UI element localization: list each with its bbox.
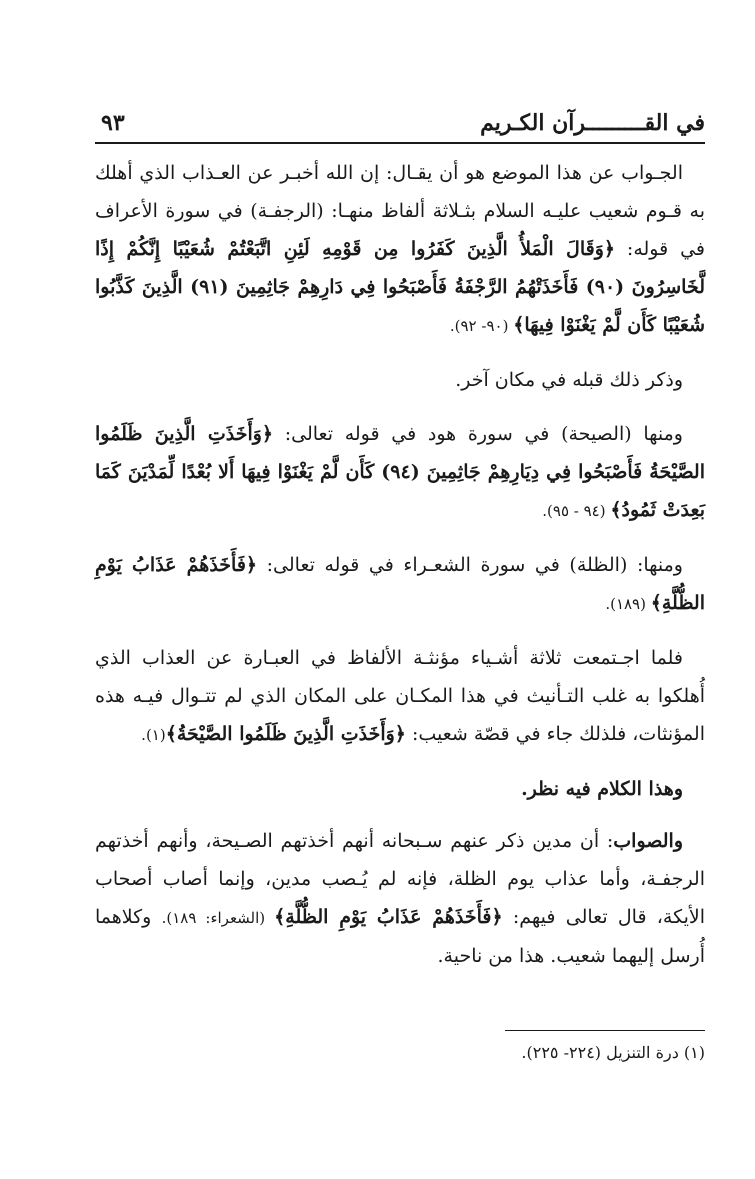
running-header xyxy=(95,108,705,144)
verse-reference: (الشعراء: ١٨٩). xyxy=(161,909,275,927)
quran-verse: ﴿فَأَخَذَهُمْ عَذَابُ يَوْمِ الظُّلَّةِ﴾ xyxy=(95,554,705,614)
footnote-marker: (١) xyxy=(683,1043,705,1062)
verse-reference: (١٨٩). xyxy=(605,595,651,613)
quran-verse: ﴿وَأَخَذَتِ الَّذِينَ ظَلَمُوا الصَّيْحَةُ﴾ xyxy=(165,723,406,745)
verse-reference: (٩٤ - ٩٥). xyxy=(542,502,611,520)
paragraph-text: ومنها (الصيحة) في سورة هود في قوله تعالى: xyxy=(273,423,683,445)
body-text xyxy=(95,154,705,975)
quran-verse: ﴿فَأَخَذَهُمْ عَذَابُ يَوْمِ الظُّلَّةِ﴾ xyxy=(274,906,503,928)
footnote xyxy=(521,1040,705,1066)
paragraph-text: وهذا الكلام فيه نظر. xyxy=(521,778,683,800)
paragraph-text: : أن مدين ذكر عنهم سـبحانه أنهم أخذتهم الصـيحة، وأنهم أخذتهم الرجفـة، وأما عذاب يوم الظلة، فإنه لم يُـصب مدين، وإنما أصاب أصحاب الأيكة، قال تعالى فيهم: xyxy=(95,830,706,928)
footnote-marker-ref: (١). xyxy=(141,726,166,744)
footnote-divider xyxy=(505,1030,705,1031)
page-number: ٩٣ xyxy=(101,110,125,136)
verse-reference: (٩٠- ٩٢). xyxy=(449,317,514,335)
paragraph-mention xyxy=(95,361,705,399)
paragraph-text: الجـواب عن هذا الموضع هو أن يقـال: إن الله أخبـر عن العـذاب الذي أهلك به قـوم شعيب عليـه السلام بثـلاثة ألفاظ منهـا: (الرجفـة) في سورة الأعراف في قوله: xyxy=(95,162,705,260)
quran-verse: ﴿وَأَخَذَتِ الَّذِينَ ظَلَمُوا الصَّيْحَةُ فَأَصْبَحُوا فِي دِيَارِهِمْ جَاثِمِينَ (٩٤) كَأَن لَّمْ يَغْنَوْا فِيهَا أَلا بُعْدًا لِّمَدْيَنَ كَمَا بَعِدَتْ ثَمُودُ﴾ xyxy=(95,423,705,521)
book-page xyxy=(95,108,706,1062)
paragraph-sayha xyxy=(95,415,705,530)
paragraph-text: فلما اجـتمعت ثلاثة أشـياء مؤنثـة الألفاظ في العبـارة عن العذاب الذي أُهلكوا به غلب التـأنيث في هذا المكـان على المكان الذي لم تتـوال فيـه هذه المؤنثات، فلذلك جاء في قصّة شعيب: xyxy=(95,647,705,745)
paragraph-text: وذكر ذلك قبله في مكان آخر. xyxy=(455,369,683,391)
paragraph-text: ومنها: (الظلة) في سورة الشعـراء في قوله تعالى: xyxy=(257,554,683,576)
footnote-text: درة التنزيل (٢٢٤- ٢٢٥). xyxy=(521,1043,684,1062)
paragraph-text: وكلاهما أُرسل إليهما شعيب. هذا من ناحية. xyxy=(95,906,705,967)
paragraph-correct xyxy=(95,822,705,975)
paragraph-objection xyxy=(95,770,705,808)
quran-verse: ﴿وَقَالَ الْمَلأُ الَّذِينَ كَفَرُوا مِن قَوْمِهِ لَئِنِ اتَّبَعْتُمْ شُعَيْبًا إِنَّكُمْ إِذًا لَّخَاسِرُونَ (٩٠) فَأَخَذَتْهُمُ الرَّجْفَةُ فَأَصْبَحُوا فِي دَارِهِمْ جَاثِمِينَ (٩١) الَّذِينَ كَذَّبُوا شُعَيْبًا كَأَن لَّمْ يَغْنَوْا فِيهَا﴾ xyxy=(95,238,705,336)
header-title: في القـــــــــرآن الكـريم xyxy=(480,110,705,136)
paragraph-rajfa xyxy=(95,154,705,345)
paragraph-zulla xyxy=(95,546,705,623)
paragraph-feminine xyxy=(95,639,705,754)
paragraph-lead: والصواب xyxy=(613,830,683,852)
